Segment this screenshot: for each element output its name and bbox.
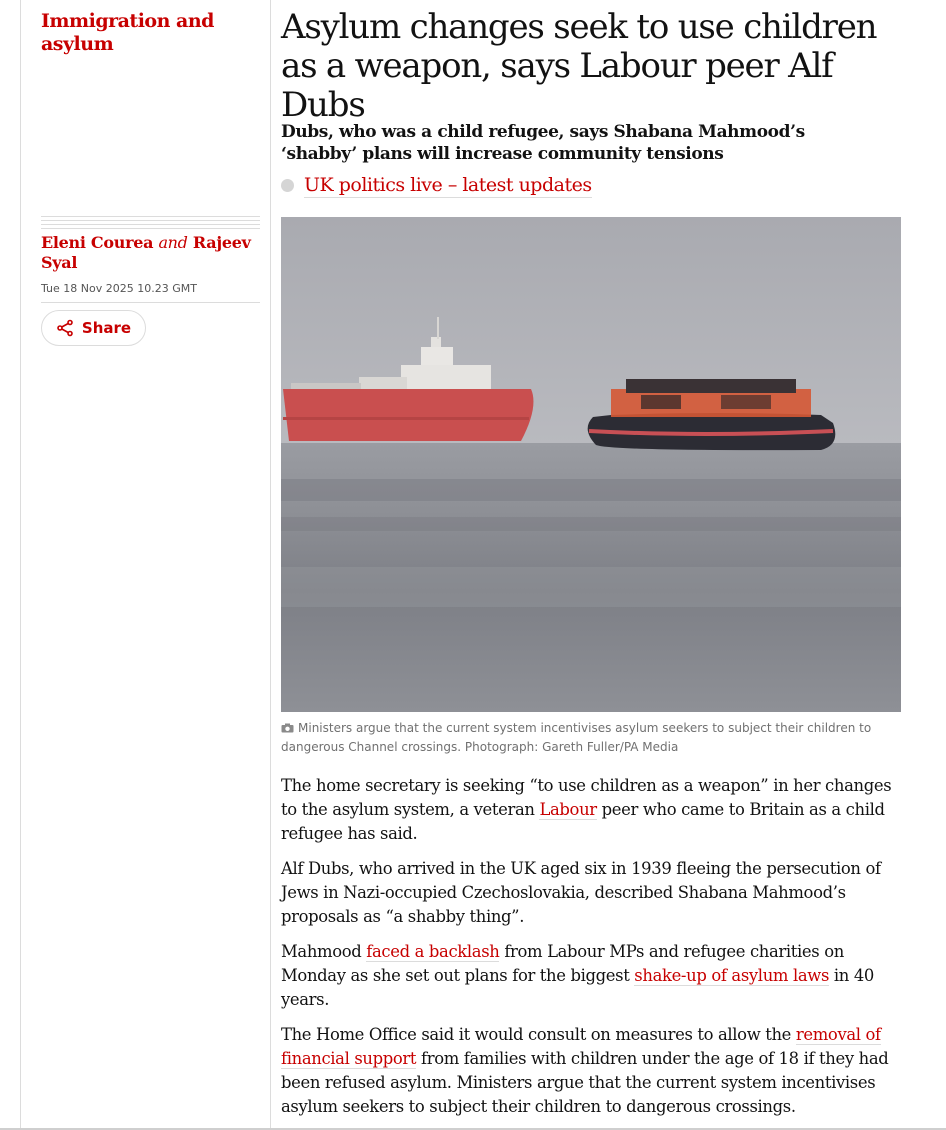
body-paragraph-3 (281, 940, 896, 1012)
body-paragraph-1 (281, 774, 896, 846)
photo-caption (281, 719, 901, 756)
body-text-span: The home secretary is seeking “to use children as a weapon” in her changes to the asylum system, a veteran (281, 776, 892, 819)
article-headline: Asylum changes seek to use children as a weapon, says Labour peer Alf Dubs (281, 7, 877, 125)
labour-link[interactable]: Labour (539, 800, 597, 819)
section-link[interactable]: Immigration and asylum (41, 10, 214, 55)
byline (41, 233, 260, 273)
live-dot-icon (281, 179, 294, 192)
author-link-2[interactable]: Rajeev Syal (41, 233, 251, 272)
live-updates-link[interactable] (281, 173, 592, 198)
article-standfirst: Dubs, who was a child refugee, says Shabana Mahmood’s ‘shabby’ plans will increase community tensions (281, 122, 805, 164)
body-text-span: Mahmood (281, 942, 367, 961)
body-paragraph-2 (281, 857, 896, 929)
article-body (281, 774, 896, 1130)
article-photo[interactable] (281, 217, 901, 712)
decorative-rules (41, 216, 260, 229)
byline-conjunction: and (158, 233, 188, 252)
body-text-span: from Labour MPs and refugee charities on Monday as she set out plans for the biggest (281, 942, 844, 985)
share-button[interactable] (41, 310, 146, 346)
shake-up-link[interactable]: shake-up of asylum laws (634, 966, 830, 985)
meta-divider (41, 302, 260, 303)
share-label: Share (81, 319, 132, 337)
left-border-rule (20, 0, 21, 1130)
caption-text: Ministers argue that the current system incentivises asylum seekers to subject their children to dangerous Channel crossings. Photograph: Gareth Fuller/PA Media (281, 721, 872, 754)
backlash-link[interactable]: faced a backlash (366, 942, 500, 961)
live-updates-label: UK politics live – latest updates (304, 174, 592, 196)
camera-icon (281, 720, 294, 738)
meta-column (41, 0, 260, 337)
dinghy-shape (588, 379, 836, 450)
column-divider (270, 0, 271, 1130)
body-paragraph-4 (281, 1023, 896, 1119)
share-icon (56, 319, 74, 337)
body-text-span: from families with children under the age of 18 if they had been refused asylum. Ministers argue that the current system incentivises asylum seekers to subject their children to dangerous crossings. (281, 1049, 889, 1116)
publish-date: Tue 18 Nov 2025 10.23 GMT (41, 282, 197, 295)
financial-support-link[interactable]: removal of financial support (281, 1025, 881, 1068)
body-text-span: in 40 years. (281, 966, 874, 1009)
body-text-span: The Home Office said it would consult on measures to allow the (281, 1025, 796, 1044)
body-text-span: Alf Dubs, who arrived in the UK aged six in 1939 fleeing the persecution of Jews in Nazi-occupied Czechoslovakia, described Shabana Mahmood’s proposals as “a shabby thing”. (281, 859, 881, 926)
author-link-1[interactable]: Eleni Courea (41, 233, 154, 252)
body-text-span: peer who came to Britain as a child refugee has said. (281, 800, 885, 843)
